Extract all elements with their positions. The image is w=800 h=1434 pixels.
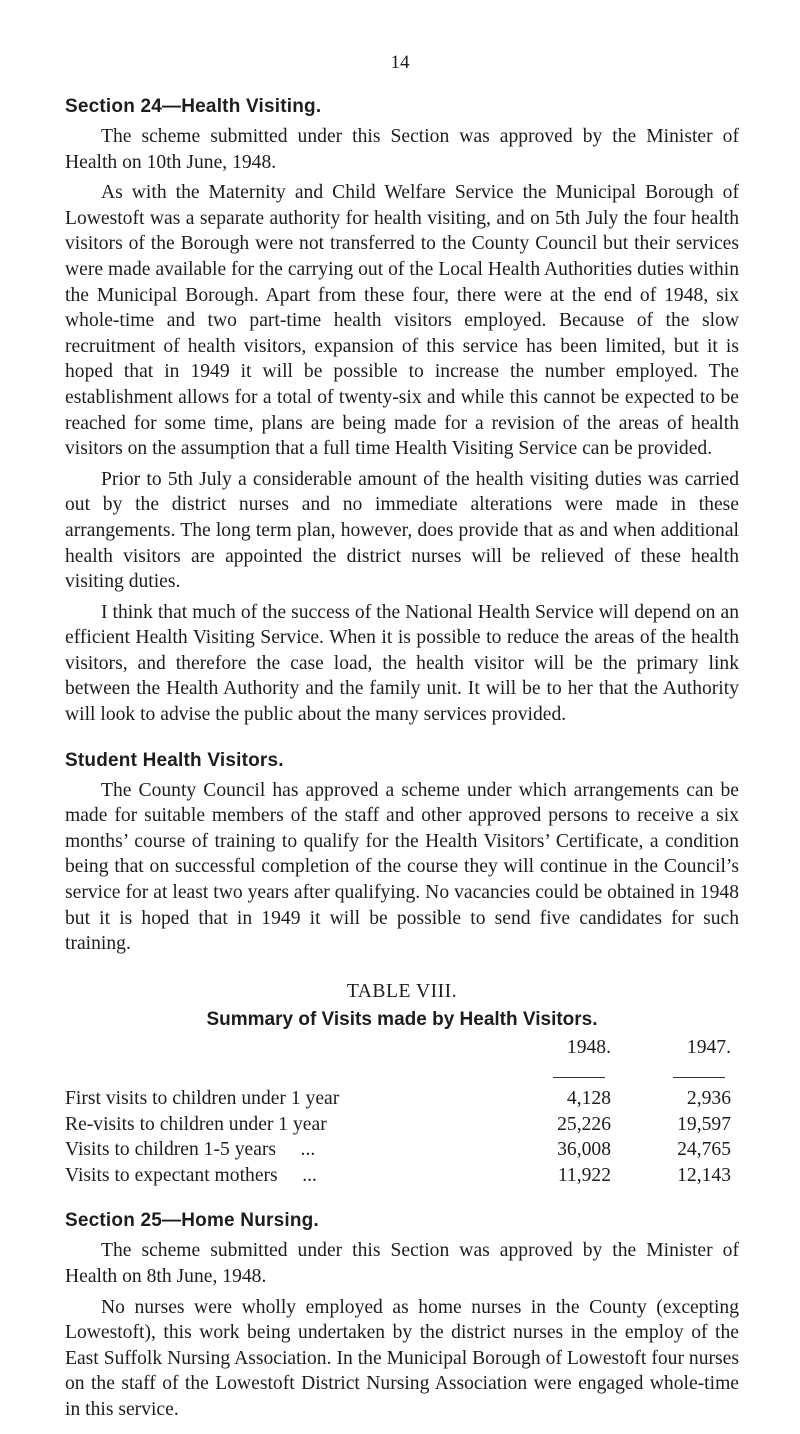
page-content <box>65 96 739 1428</box>
visits-summary-table <box>65 1035 731 1189</box>
table-row <box>65 1137 731 1163</box>
row-leader: ... <box>300 1139 316 1161</box>
table-viii <box>65 981 739 1189</box>
row-label: Re-visits to children under 1 year <box>65 1113 327 1135</box>
value-1948: 25,226 <box>557 1113 611 1135</box>
value-1947: 2,936 <box>686 1088 731 1109</box>
table-row <box>65 1112 731 1138</box>
table-header-blank <box>65 1035 491 1061</box>
value-1947: 12,143 <box>677 1164 731 1186</box>
table-rule-row <box>65 1060 731 1086</box>
student-health-visitors <box>65 750 739 957</box>
value-1948: 4,128 <box>566 1088 611 1109</box>
row-label: First visits to children under 1 year <box>65 1088 340 1109</box>
value-1947: 19,597 <box>677 1113 731 1135</box>
row-label: Visits to children 1-5 years <box>65 1139 277 1161</box>
table-row <box>65 1163 731 1189</box>
column-rule <box>673 1077 725 1078</box>
column-header-1947: 1947. <box>686 1036 731 1058</box>
section-24 <box>65 96 739 728</box>
section-24-paragraph: The scheme submitted under this Section was approved by the Minister of Health on 10th June, 1948. <box>65 126 739 173</box>
student-health-visitors-paragraph: The County Council has approved a scheme under which arrangements can be made for suitable members of the staff and other approved persons to receive a six months’ course of training to qualify for the Health Visitors’ Certificate, a condition being that on successful completion of the course they will continue in the Council’s service for at least two years after qualifying. No vacancies could be obtained in 1948 but it is hoped that in 1949 it will be possible to send five candidates for such training. <box>65 779 739 955</box>
column-rule <box>553 1077 605 1078</box>
section-25 <box>65 1210 739 1422</box>
section-24-paragraph: I think that much of the success of the National Health Service will depend on an efficient Health Visiting Service. When it is possible to reduce the areas of the health visitors, and therefore the case load, the health visitor will be the primary link between the Health Authority and the family unit. It will be to her that the Authority will look to advise the public about the many services provided. <box>65 601 739 726</box>
student-health-visitors-heading: Student Health Visitors. <box>65 749 284 771</box>
section-24-heading: Section 24—Health Visiting. <box>65 96 322 117</box>
column-header-1948: 1948. <box>566 1036 611 1058</box>
row-leader: ... <box>302 1164 317 1186</box>
section-24-paragraph: Prior to 5th July a considerable amount of the health visiting duties was carried out by the district nurses and no immediate alterations were made in these arrangements. The long term plan, however, does provide that as and when additional health visitors are appointed the district nurses will be relieved of these health visiting duties. <box>65 468 739 593</box>
section-24-paragraph: As with the Maternity and Child Welfare Service the Municipal Borough of Lowestoft was a separate authority for health visiting, and on 5th July the four health visitors of the Borough were not transferred to the County Council but their services were made available for the carrying out of the Local Health Authorities duties within the Municipal Borough. Apart from these four, there were at the end of 1948, six whole-time and two part-time health visitors employed. Because of the slow recruitment of health visitors, expansion of this service has been limited, but it is hoped that in 1949 it will be possible to increase the number employed. The establishment allows for a total of twenty-six and while this cannot be expected to be reached for some time, plans are being made for a revision of the areas of health visitors on the assumption that a full time Health Visiting Service can be provided. <box>65 182 739 460</box>
section-25-paragraph: No nurses were wholly employed as home nurses in the County (excepting Lowestoft), this work being undertaken by the district nurses in the employ of the East Suffolk Nursing Association. In the Municipal Borough of Lowestoft four nurses on the staff of the Lowestoft District Nursing Association were engaged whole-time in this service. <box>65 1296 739 1420</box>
table-subtitle: Summary of Visits made by Health Visitors. <box>206 1008 598 1030</box>
section-25-heading: Section 25—Home Nursing. <box>65 1210 319 1232</box>
value-1947: 24,765 <box>677 1139 731 1161</box>
section-25-paragraph: The scheme submitted under this Section was approved by the Minister of Health on 8th June, 1948. <box>65 1240 739 1287</box>
table-caption: TABLE VIII. <box>346 980 458 1002</box>
table-row <box>65 1086 731 1112</box>
value-1948: 11,922 <box>557 1164 611 1186</box>
row-label: Visits to expectant mothers <box>65 1164 278 1186</box>
table-header-row <box>65 1035 731 1061</box>
page-number: 14 <box>390 52 410 73</box>
value-1948: 36,008 <box>557 1139 611 1161</box>
